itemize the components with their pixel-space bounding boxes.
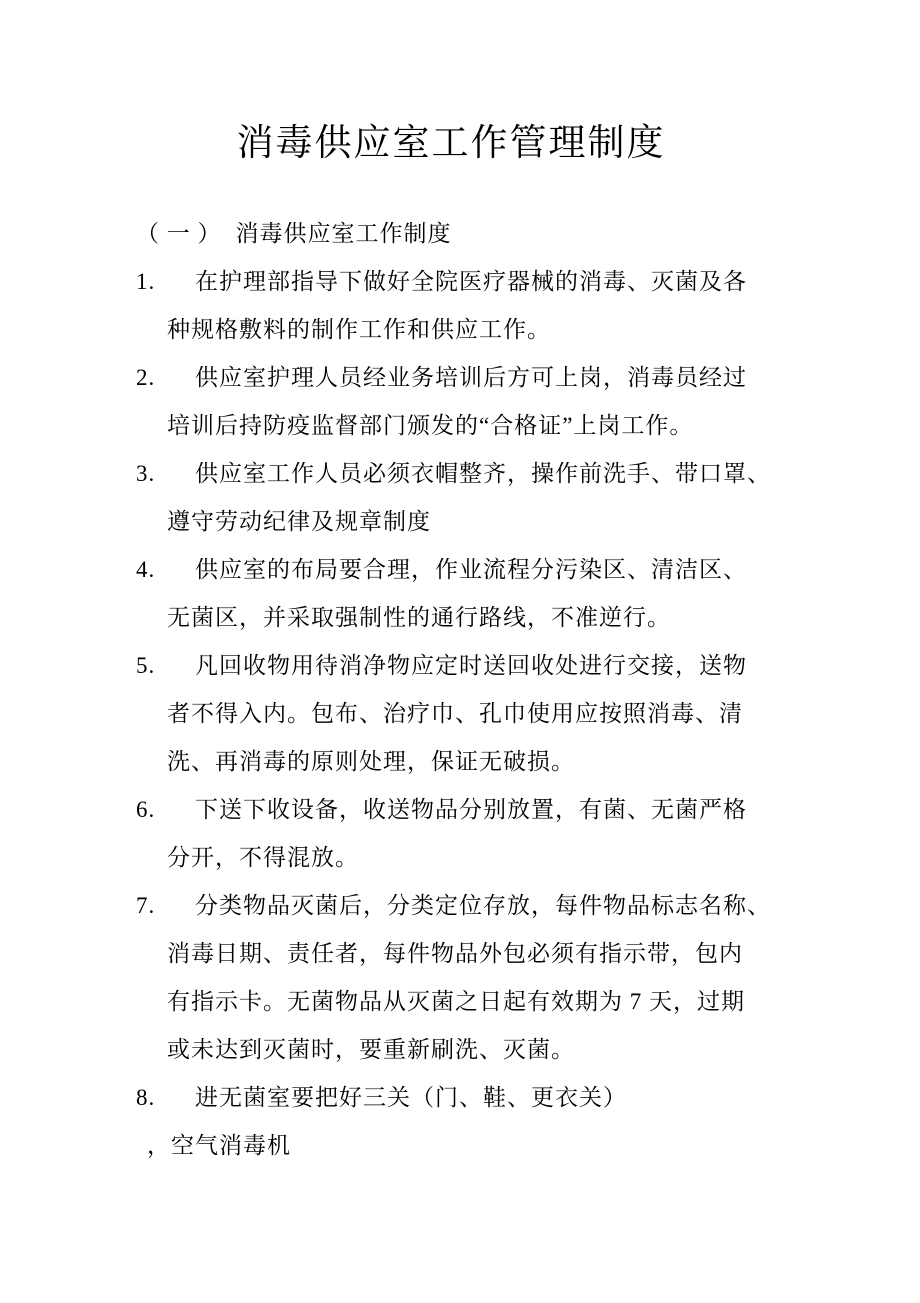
list-item-1 (136, 258, 796, 354)
item-number: 2. (136, 365, 156, 390)
text-line: 分类物品灭菌后，分类定位存放，每件物品标志名称、 (195, 893, 771, 918)
item-number: 7. (136, 893, 156, 918)
text-line: 种规格敷料的制作工作和供应工作。 (167, 317, 551, 342)
text-line: 消毒日期、责任者，每件物品外包必须有指示带，包内 (167, 941, 743, 966)
text-line: 供应室工作人员必须衣帽整齐，操作前洗手、带口罩、 (195, 461, 771, 486)
section-marker: （ 一 ） (136, 221, 222, 246)
text-line: 分开，不得混放。 (167, 845, 359, 870)
text-line: 下送下收设备，收送物品分别放置，有菌、无菌严格 (195, 797, 747, 822)
text-line: 有指示卡。无菌物品从灭菌之日起有效期为 7 天，过期 (167, 989, 745, 1014)
text-line: 供应室护理人员经业务培训后方可上岗，消毒员经过 (195, 365, 747, 390)
continuation-line: ，空气消毒机 (147, 1133, 291, 1158)
list-item-7 (136, 882, 796, 1074)
list-item-3 (136, 450, 796, 546)
document-body (136, 210, 796, 1170)
list-item-2 (136, 354, 796, 450)
text-line: 凡回收物用待消净物应定时送回收处进行交接，送物 (195, 653, 747, 678)
text-line: 供应室的布局要合理，作业流程分污染区、清洁区、 (195, 557, 747, 582)
list-item-4 (136, 546, 796, 642)
item-number: 4. (136, 557, 156, 582)
document-title: 消毒供应室工作管理制度 (236, 123, 666, 164)
text-line: 洗、再消毒的原则处理，保证无破损。 (167, 749, 575, 774)
section-title: 消毒供应室工作制度 (235, 221, 452, 246)
text-line: 在护理部指导下做好全院医疗器械的消毒、灭菌及各 (195, 269, 747, 294)
item-number: 3. (136, 461, 156, 486)
item-number: 6. (136, 797, 156, 822)
text-line: 遵守劳动纪律及规章制度 (167, 509, 431, 534)
text-line: 或未达到灭菌时，要重新刷洗、灭菌。 (167, 1037, 575, 1062)
item-number: 5. (136, 653, 156, 678)
list-item-5 (136, 642, 796, 786)
text-line: 进无菌室要把好三关（门、鞋、更衣关） (195, 1085, 627, 1110)
list-item-8 (136, 1074, 796, 1122)
item-number: 8. (136, 1085, 156, 1110)
section-heading (136, 210, 796, 258)
list-item-6 (136, 786, 796, 882)
item-number: 1. (136, 269, 156, 294)
text-line: 无菌区，并采取强制性的通行路线，不准逆行。 (167, 605, 671, 630)
text-line: 培训后持防疫监督部门颁发的“合格证”上岗工作。 (167, 413, 694, 438)
text-line: 者不得入内。包布、治疗巾、孔巾使用应按照消毒、清 (167, 701, 743, 726)
